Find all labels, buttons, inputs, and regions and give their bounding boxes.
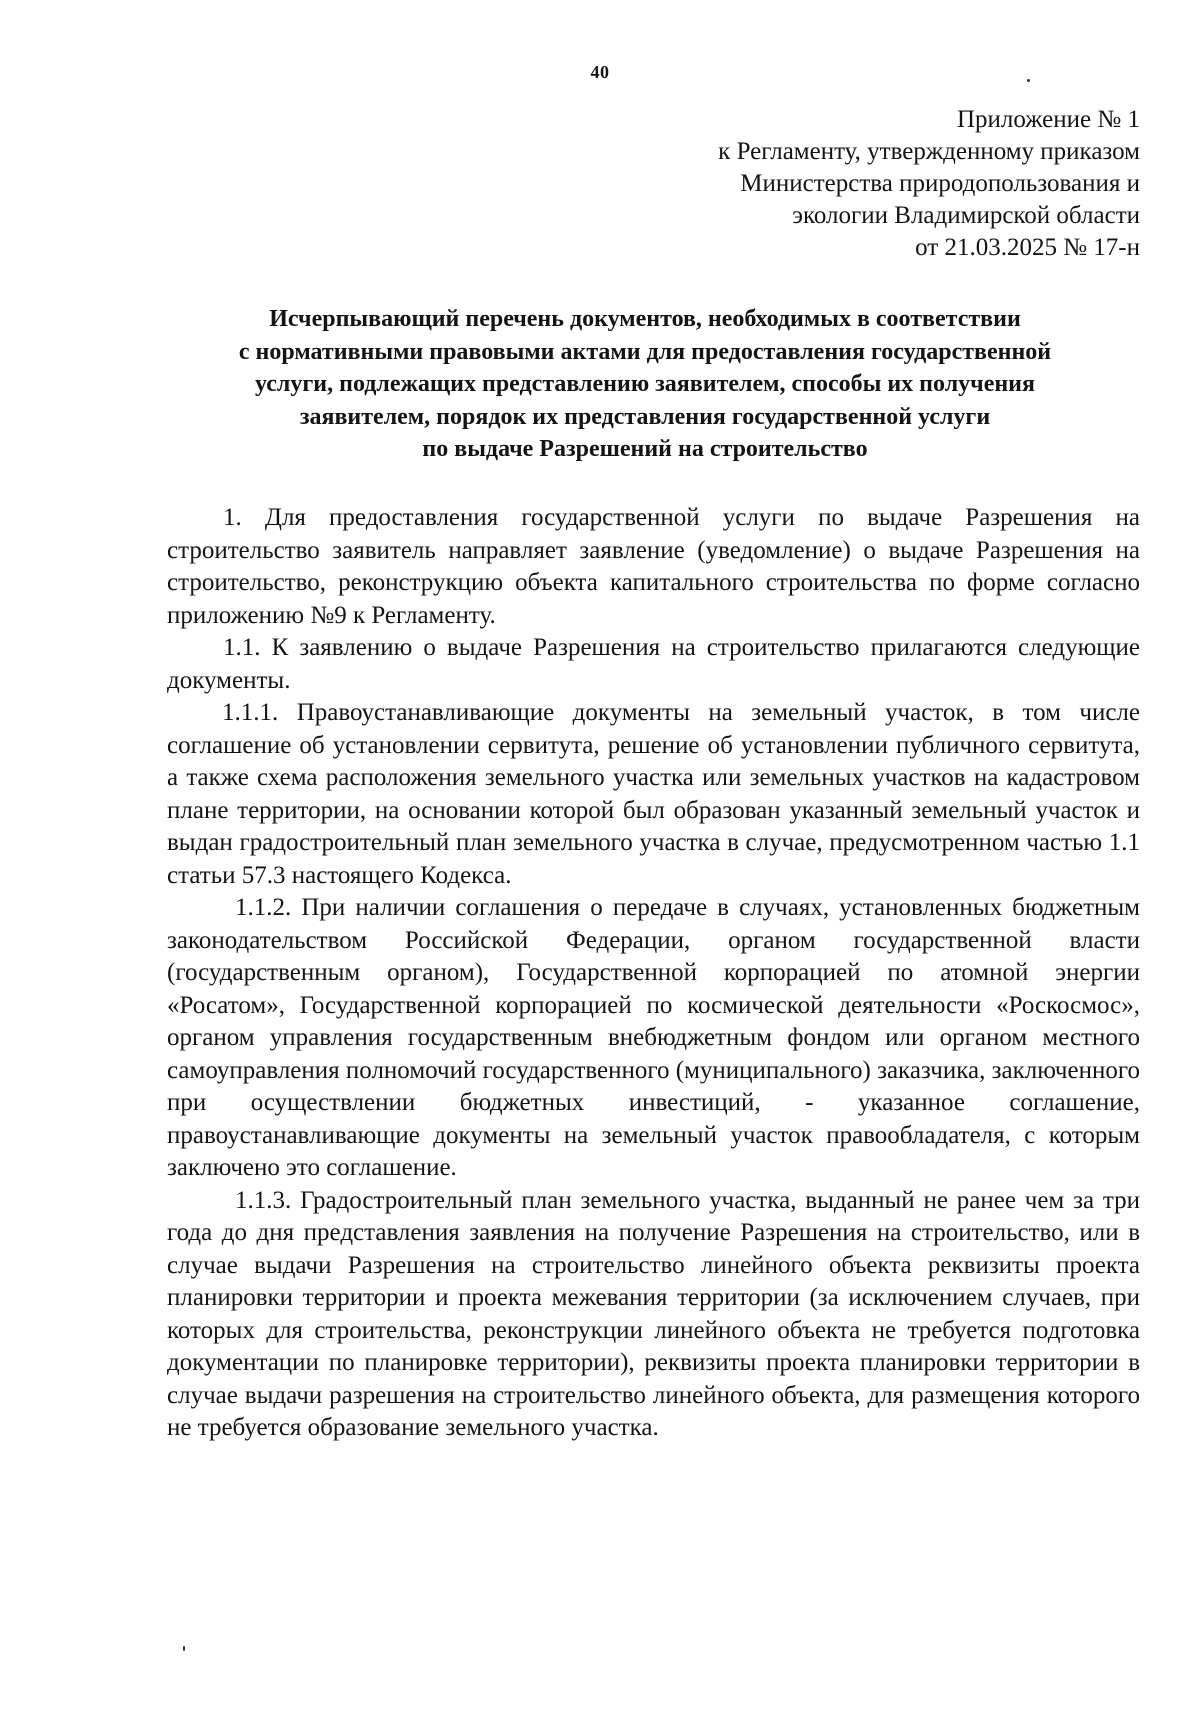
paragraph-1-1: 1.1. К заявлению о выдаче Разрешения на строительство прилагаются следующие документы. [167,634,1140,694]
paragraph-1-1-3: 1.1.3. Градостроительный план земельного участка, выданный не ранее чем за три года до дня представления заявления на получение Разрешения на строительство, или в случае выдачи Разрешения на строительство линейного объекта реквизиты проекта планировки территории и проекта межевания территории (за исключением случаев, при которых для строительства, реконструкции линейного объекта не требуется подготовка документации по планировке территории), реквизиты проекта планировки территории в случае выдачи разрешения на строительство линейного объекта, для размещения которого не требуется образование земельного участка. [167,1186,1140,1441]
appendix-order-date: от 21.03.2025 № 17-н [915,234,1140,261]
document-body [167,502,1140,1445]
scan-speck [1027,79,1030,82]
title-line: с нормативными правовыми актами для предоставления государственной [238,338,1052,365]
paragraph-1-1-2: 1.1.2. При наличии соглашения о передаче в случаях, установленных бюджетным законодательством Российской Федерации, органом государственной власти (государственным органом), Государственной корпорацией по атомной энергии «Росатом», Государственной корпорацией по космической деятельности «Роскосмос», органом управления государственным внебюджетным фондом или органом местного самоуправления полномочий государственного (муниципального) заказчика, заключенного при осуществлении бюджетных инвестиций, - указанное соглашение, правоустанавливающие документы на земельный участок правообладателя, с которым заключено это соглашение. [167,894,1140,1181]
title-line: заявителем, порядок их представления государственной услуги [299,403,991,430]
appendix-ministry-line: Министерства природопользования и [740,170,1140,197]
document-title [150,303,1140,466]
scan-speck [183,1646,185,1651]
page-number: 40 [590,62,610,82]
title-line: услуги, подлежащих представлению заявителем, способы их получения [255,371,1035,397]
appendix-region-line: экологии Владимирской области [792,202,1140,229]
appendix-reference-line: к Регламенту, утвержденному приказом [718,138,1140,165]
title-line: Исчерпывающий перечень документов, необходимых в соответствии [269,306,1021,332]
title-line: по выдаче Разрешений на строительство [422,436,868,462]
paragraph-1: 1. Для предоставления государственной услуги по выдаче Разрешения на строительство заявитель направляет заявление (уведомление) о выдаче Разрешения на строительство, реконструкцию объекта капитального строительства по форме согласно приложению №9 к Регламенту. [167,504,1140,629]
appendix-title: Приложение № 1 [956,106,1140,133]
appendix-header [580,104,1140,264]
paragraph-1-1-1: 1.1.1. Правоустанавливающие документы на земельный участок, в том числе соглашение об установлении сервитута, решение об установлении публичного сервитута, а также схема расположения земельного участка или земельных участков на кадастровом плане территории, на основании которой был образован указанный земельный участок и выдан градостроительный план земельного участка в случае, предусмотренном частью 1.1 статьи 57.3 настоящего Кодекса. [167,699,1140,889]
